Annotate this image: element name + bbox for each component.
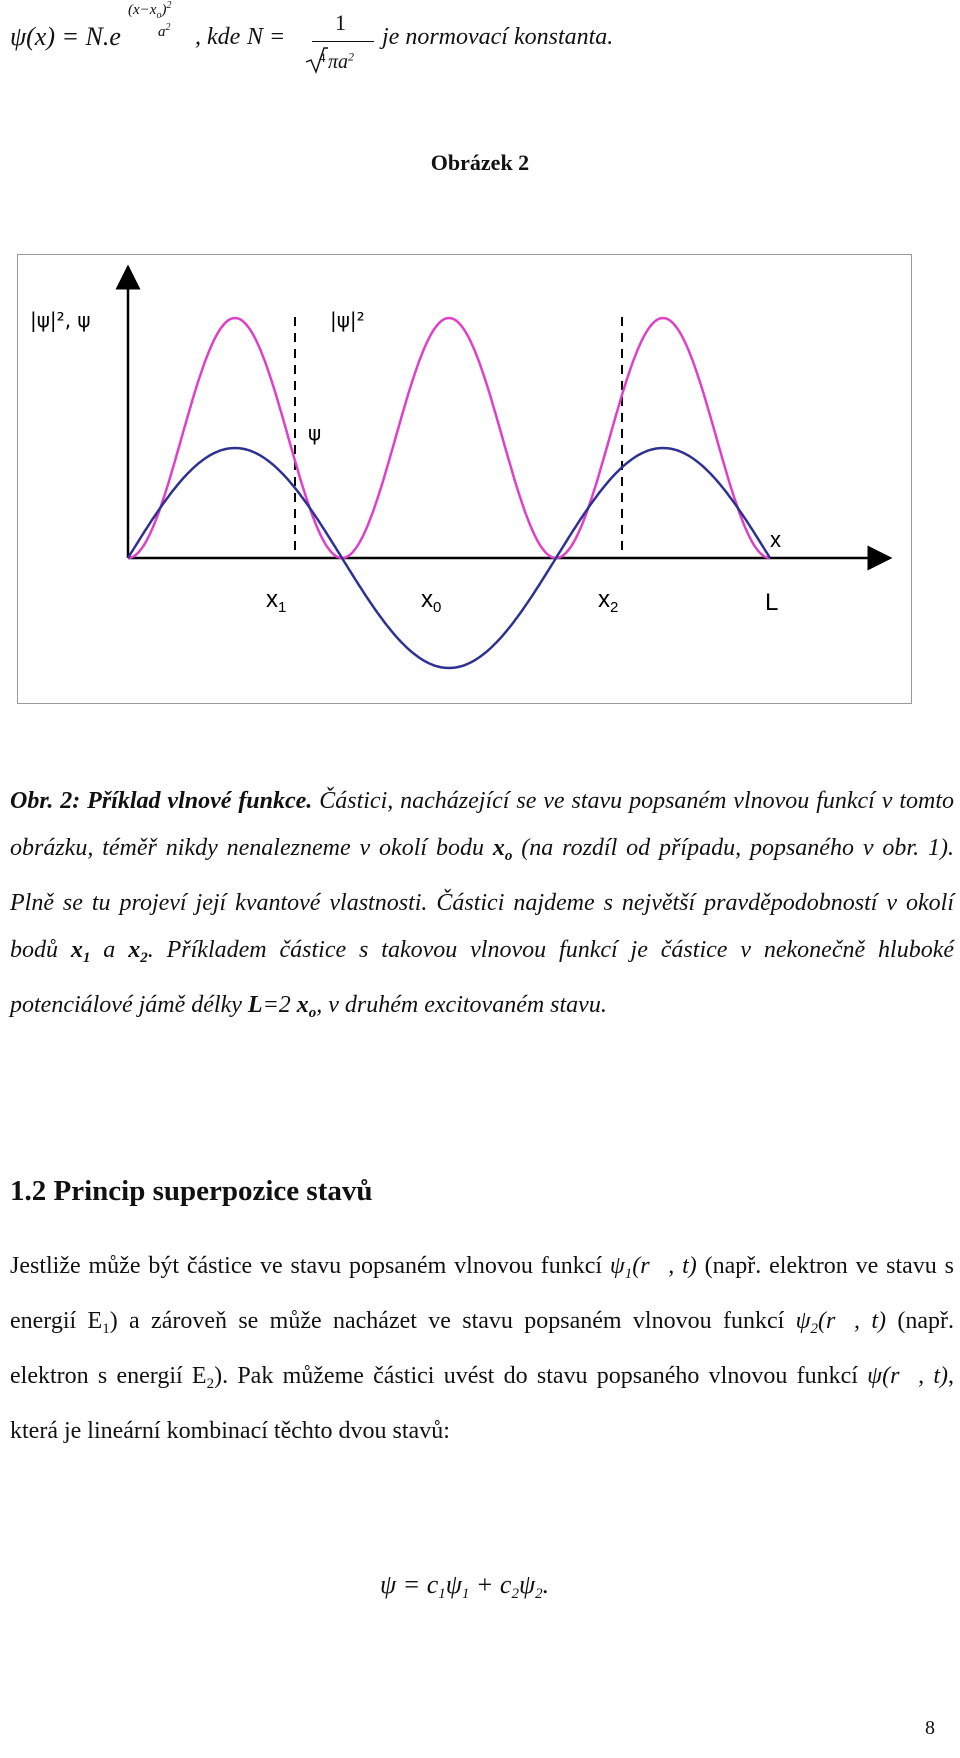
figure-frame [17,254,912,704]
sf-lhs: ψ = c [380,1570,439,1599]
x-tick-L [765,589,778,616]
E1-sub: 1 [102,1321,110,1337]
psi-squared-curve [128,318,770,558]
psi-squared-label: |ψ|² [330,308,365,332]
exp-num-power: 2 [166,0,172,11]
wavefunction-formula [10,0,710,73]
sf-psi2-sub: 2 [535,1586,543,1602]
psi1-sub: 1 [624,1266,633,1282]
x-tick-x1 [266,586,286,616]
x-tick-x0 [421,586,441,616]
psi-symbol: ψ [867,1363,883,1389]
fraction-bar [312,41,374,42]
psi-label: ψ [308,421,322,445]
sf-psi1: ψ [445,1570,462,1599]
figure-title: Obrázek 2 [430,150,530,175]
psi1-args: (r⃗, t) [632,1253,697,1279]
caption-text-6: , v druhém excitovaném stavu. [316,992,607,1018]
body-paragraph [10,1243,954,1455]
body-text-5: ). Pak můžeme částici uvést do stavu popsaného vlnovou funkcí [214,1363,868,1389]
svg-text:x0: $x_0$ [421,586,442,616]
x-axis-label: x [770,527,781,552]
sf-psi1-sub: 1 [461,1586,470,1602]
formula-N: N = [247,24,286,50]
psi2-symbol: ψ [795,1308,811,1334]
caption-text-2: (na rozdíl od případu, popsaného v obr. 1). Plně se tu projeví její kvantové vlastnosti. Částici najdeme s největší pravděpodobností v okolí bodů [10,835,954,963]
formula-numerator: 1 [335,10,346,35]
section-heading: 1.2 Princip superpozice stavů [10,1175,373,1207]
superposition-formula [380,1570,549,1603]
radical-sign [304,46,328,74]
sf-plus: + c [469,1570,512,1599]
formula-description: je normovací konstanta. [382,24,614,50]
formula-lhs: ψ(x) = N.e [10,22,121,51]
body-text-1: Jestliže může být částice ve stavu popsaném vlnovou funkcí [10,1253,610,1279]
root-body-text: πa [328,51,349,73]
caption-text-3: a [90,937,129,963]
caption-xo-sub: o [504,848,513,864]
caption-x2-sub: 2 [140,950,148,966]
sf-psi2: ψ [518,1570,536,1599]
root-body [304,46,354,74]
body-text-2: (např. elektron ve stavu s energií E [10,1253,954,1334]
caption-xo2: x [296,992,309,1018]
exp-num-close: ) [161,2,167,18]
exp-den-text: a [158,24,166,40]
body-text-6: , která je lineární kombinací těchto dvou stavů: [10,1363,954,1444]
body-text-3: ) a zároveň se může nacházet ve stavu popsaném vlnovou funkcí [109,1308,796,1334]
psi-math [867,1363,948,1389]
sf-c2-sub: 2 [511,1586,519,1602]
caption-xo2-sub: o [308,1005,317,1021]
caption-xo: x [492,835,505,861]
psi2-math [795,1308,887,1337]
psi-args: (r⃗, t) [882,1363,948,1389]
psi2-args: (r⃗, t) [818,1308,887,1334]
caption-x1: x [70,937,83,963]
psi2-sub: 2 [810,1321,819,1337]
root-power: 2 [348,49,355,64]
body-text-4: (např. elektron s energií E [10,1308,955,1389]
caption-x2: x [128,937,141,963]
caption-text-1: Částici, nacházející se ve stavu popsaném vlnovou funkcí v tomto obrázku, téměř nikdy nenalezneme v okolí bodu [10,788,954,861]
caption-text-5: =2 [262,992,297,1018]
formula-exponent-denominator [158,22,171,41]
x-tick-x2 [598,586,618,616]
y-axis-label: |ψ|², ψ [30,308,91,332]
psi1-math [609,1253,697,1282]
svg-text:x1: $x_1$ [266,586,287,616]
wavefunction-plot [18,255,913,705]
psi1-symbol: ψ [609,1253,625,1279]
root-index: 4 [319,50,326,65]
caption-text-4: . Příkladem částice s takovou vlnovou funkcí je částice v nekonečně hluboké potenciálové jámě délky [10,937,955,1018]
formula-exponent-numerator [128,0,171,21]
exp-num-sub: o [156,10,162,21]
svg-text:x2: $x_2$ [598,586,619,616]
E2-sub: 2 [206,1376,215,1392]
exp-num-text: (x−x [128,2,157,18]
page-number: 8 [925,1717,935,1739]
caption-lead: Obr. 2: Příklad vlnové funkce. [10,788,313,814]
caption-x1-sub: 1 [82,950,91,966]
sf-c1-sub: 1 [438,1586,446,1602]
figure-caption [10,778,954,1037]
caption-L: L [247,992,263,1018]
formula-kde: , kde [195,24,241,50]
svg-text:L: L [765,589,779,616]
exp-den-power: 2 [165,22,171,33]
sf-end: . [542,1570,550,1599]
